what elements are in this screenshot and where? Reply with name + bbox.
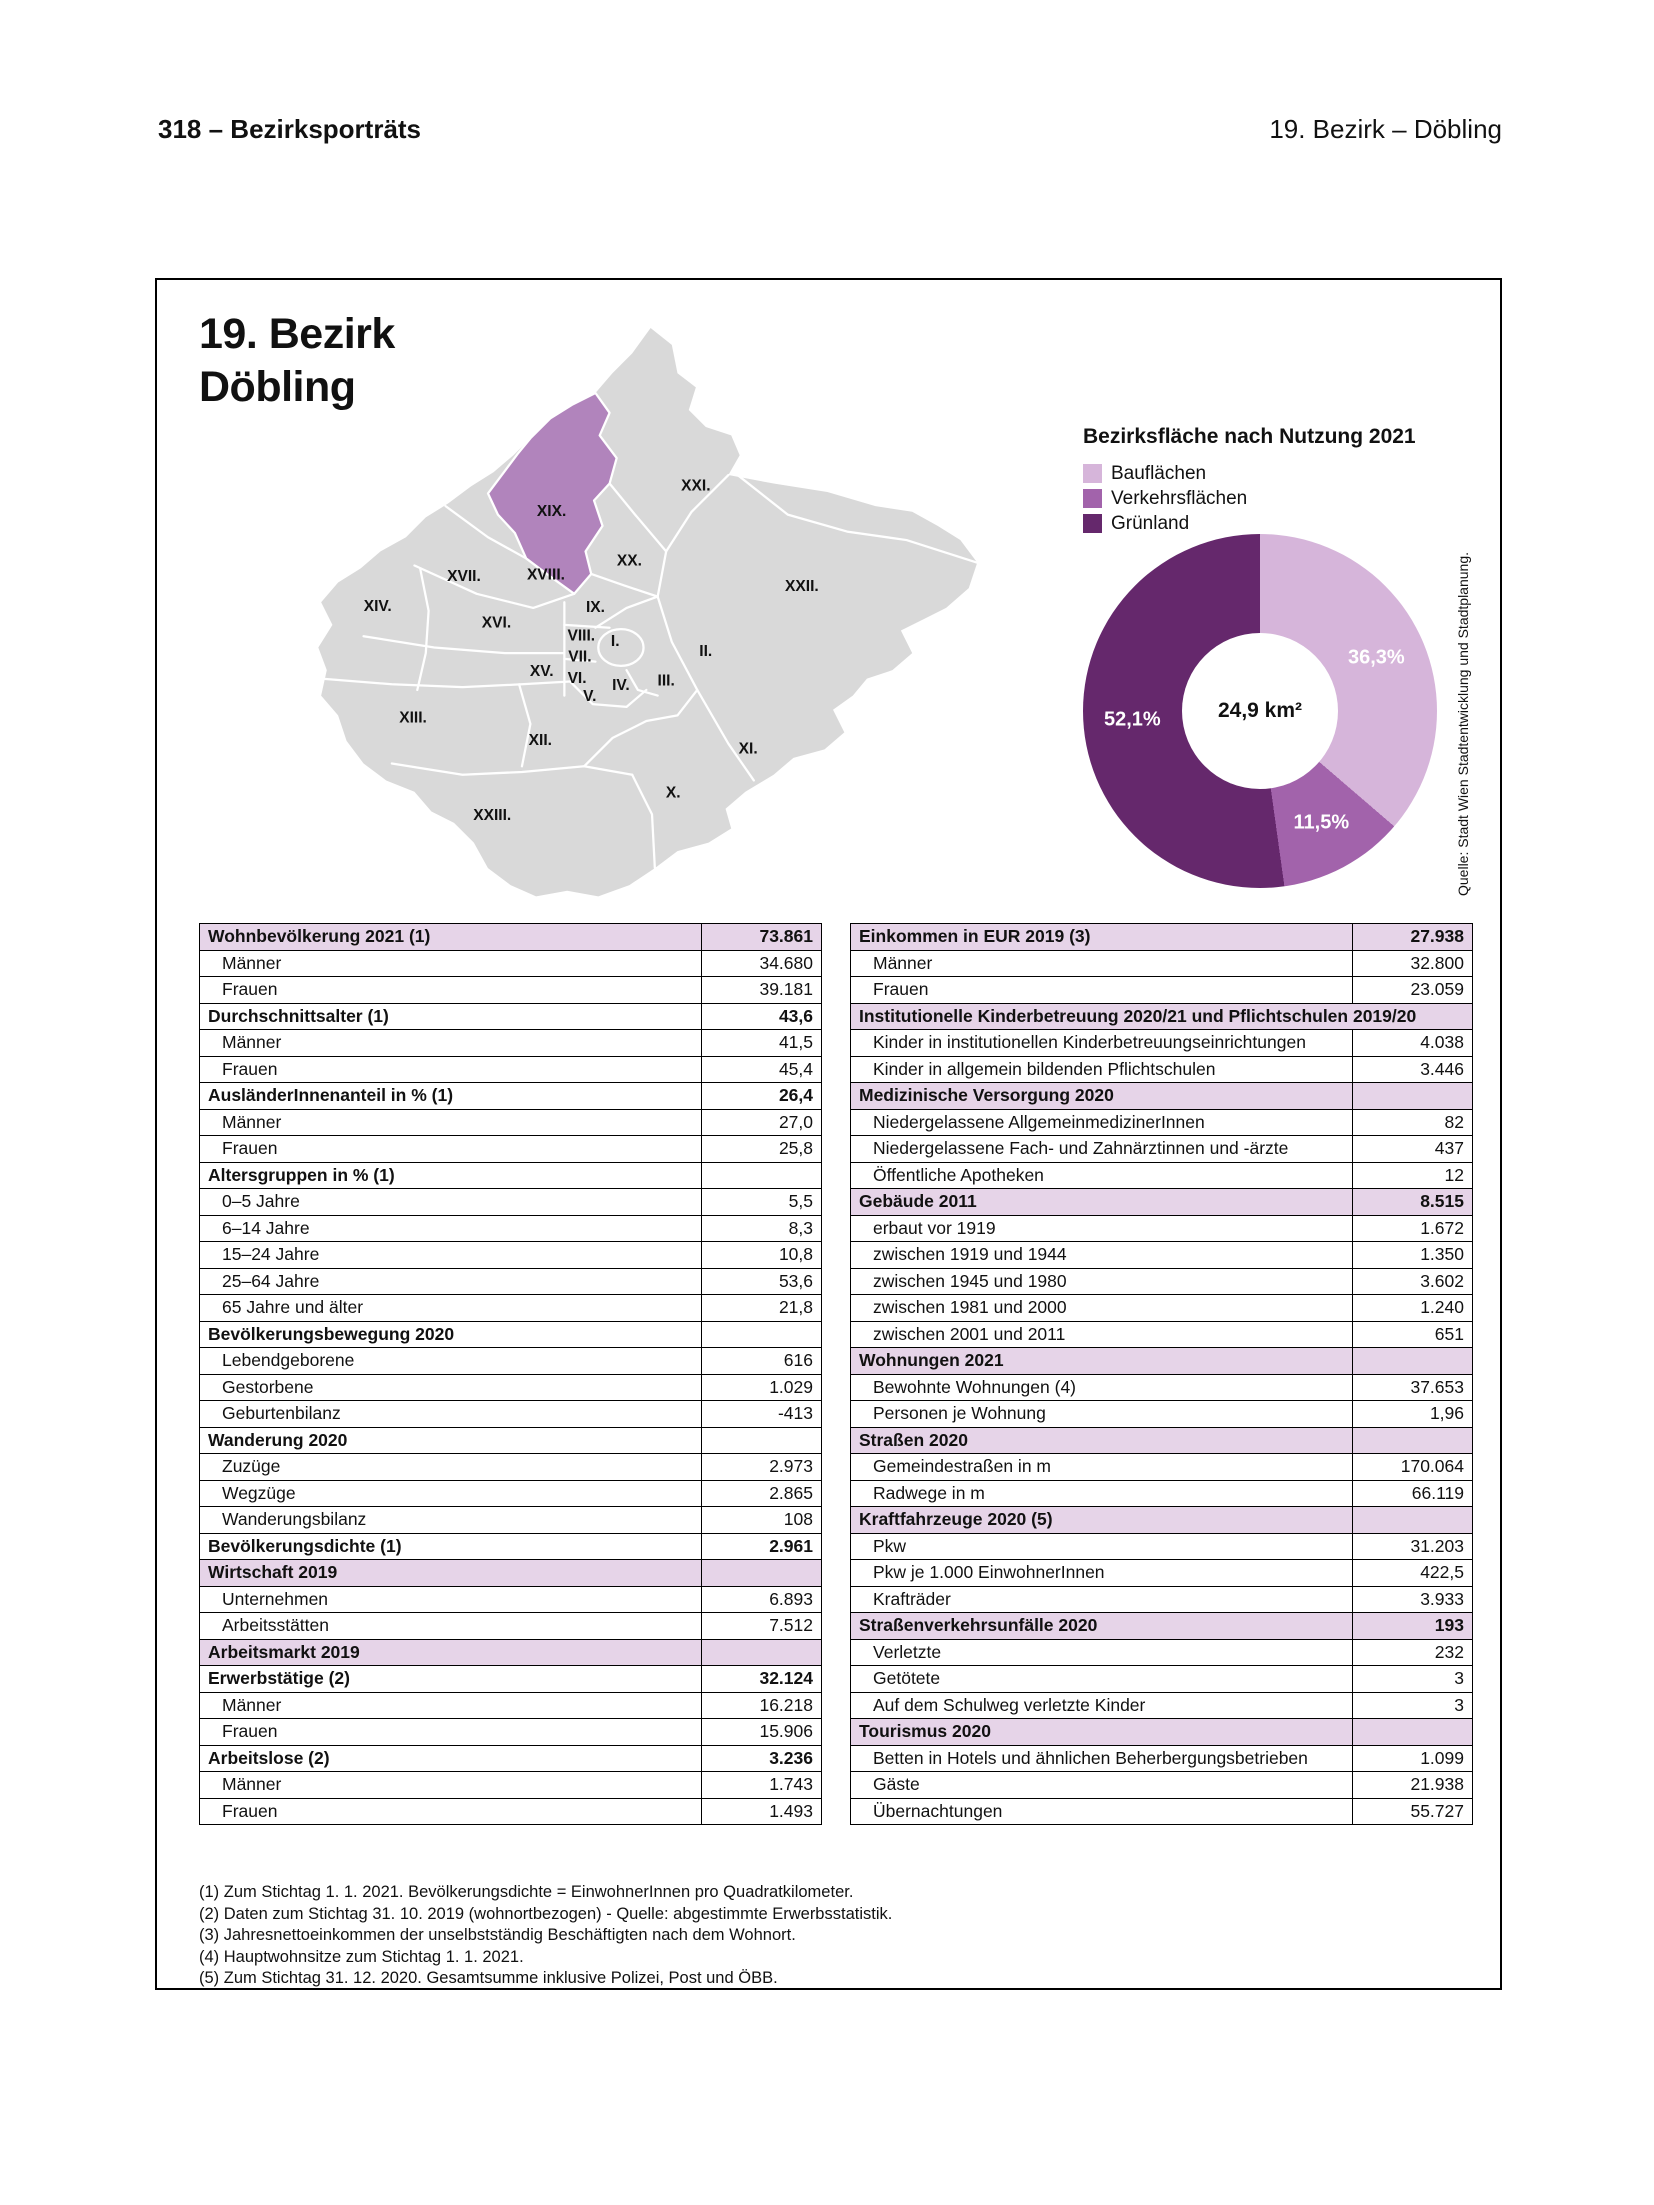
stat-value: 1,96 <box>1353 1401 1473 1428</box>
stat-value: 41,5 <box>702 1030 822 1057</box>
stat-value: 21,8 <box>702 1295 822 1322</box>
footnotes <box>199 1882 892 1990</box>
table-row <box>851 1295 1473 1322</box>
table-row <box>200 950 822 977</box>
district-label: XVI. <box>481 614 512 632</box>
table-row <box>200 1586 822 1613</box>
stat-value: 3.446 <box>1353 1056 1473 1083</box>
district-title-line2: Döbling <box>199 363 356 411</box>
stat-value: 27,0 <box>702 1109 822 1136</box>
stat-label: Verletzte <box>851 1639 1353 1666</box>
stat-label: 15–24 Jahre <box>200 1242 702 1269</box>
table-row <box>851 1374 1473 1401</box>
legend-label: Bauflächen <box>1111 462 1207 484</box>
stat-value <box>1353 1719 1473 1746</box>
stat-label: Straßenverkehrsunfälle 2020 <box>851 1613 1353 1640</box>
district-label: XXII. <box>785 577 819 595</box>
stat-value: 422,5 <box>1353 1560 1473 1587</box>
stat-label: Frauen <box>200 1719 702 1746</box>
stat-value: 73.861 <box>702 924 822 951</box>
district-portrait-panel <box>155 278 1502 1990</box>
district-label: XXI. <box>681 477 711 495</box>
stat-label: Durchschnittsalter (1) <box>200 1003 702 1030</box>
page-header-left: 318 – Bezirksporträts <box>158 114 422 144</box>
stat-value: 53,6 <box>702 1268 822 1295</box>
stat-label: Pkw je 1.000 EinwohnerInnen <box>851 1560 1353 1587</box>
stat-value <box>702 1639 822 1666</box>
stat-value: 55.727 <box>1353 1798 1473 1825</box>
stat-label: Wegzüge <box>200 1480 702 1507</box>
legend-swatch <box>1083 514 1102 533</box>
footnote: (3) Jahresnettoeinkommen der unselbstständig Beschäftigten nach dem Wohnort. <box>199 1926 796 1944</box>
stat-label: Tourismus 2020 <box>851 1719 1353 1746</box>
table-row <box>200 1666 822 1693</box>
table-row <box>851 1083 1473 1110</box>
stat-label: zwischen 2001 und 2011 <box>851 1321 1353 1348</box>
table-row <box>200 1374 822 1401</box>
legend-label: Grünland <box>1111 512 1190 534</box>
stat-label: Medizinische Versorgung 2020 <box>851 1083 1353 1110</box>
table-row <box>200 1136 822 1163</box>
slice-percentage-label: 52,1% <box>1103 708 1161 731</box>
stat-label: Bewohnte Wohnungen (4) <box>851 1374 1353 1401</box>
stat-label: Bevölkerungsdichte (1) <box>200 1533 702 1560</box>
district-label: IX. <box>585 599 605 617</box>
stat-value <box>1353 1427 1473 1454</box>
statistics-table-left <box>199 923 822 1825</box>
stat-label: Arbeitsmarkt 2019 <box>200 1639 702 1666</box>
table-row <box>851 950 1473 977</box>
table-row <box>200 1533 822 1560</box>
stat-label: Straßen 2020 <box>851 1427 1353 1454</box>
district-label: XXIII. <box>473 807 512 825</box>
stat-value: 1.743 <box>702 1772 822 1799</box>
stat-value: 651 <box>1353 1321 1473 1348</box>
district-label: II. <box>699 643 713 661</box>
page-header-right: 19. Bezirk – Döbling <box>1269 114 1502 144</box>
table-row <box>200 1268 822 1295</box>
district-title-line1: 19. Bezirk <box>199 310 395 358</box>
stat-label: Wirtschaft 2019 <box>200 1560 702 1587</box>
stat-label: Kraftfahrzeuge 2020 (5) <box>851 1507 1353 1534</box>
table-row <box>851 1215 1473 1242</box>
stat-label: Frauen <box>200 977 702 1004</box>
stat-label: Auf dem Schulweg verletzte Kinder <box>851 1692 1353 1719</box>
stat-label: Wohnbevölkerung 2021 (1) <box>200 924 702 951</box>
district-label: XI. <box>738 740 758 758</box>
stat-label: Frauen <box>851 977 1353 1004</box>
table-row <box>200 1560 822 1587</box>
slice-percentage-label: 11,5% <box>1293 811 1350 834</box>
legend-swatch <box>1083 489 1102 508</box>
table-row <box>851 1719 1473 1746</box>
stat-value: 25,8 <box>702 1136 822 1163</box>
district-label: XVIII. <box>526 566 565 584</box>
table-row <box>851 1321 1473 1348</box>
table-row <box>200 924 822 951</box>
stat-value: 6.893 <box>702 1586 822 1613</box>
stat-value: 193 <box>1353 1613 1473 1640</box>
legend-swatch <box>1083 464 1102 483</box>
stat-value: 32.800 <box>1353 950 1473 977</box>
stat-value: 21.938 <box>1353 1772 1473 1799</box>
footnote: (4) Hauptwohnsitze zum Stichtag 1. 1. 2021. <box>199 1947 524 1966</box>
table-row <box>851 1613 1473 1640</box>
stat-label: Bevölkerungsbewegung 2020 <box>200 1321 702 1348</box>
table-row <box>200 1295 822 1322</box>
table-row <box>851 1586 1473 1613</box>
stat-label: Gäste <box>851 1772 1353 1799</box>
stat-label: AusländerInnenanteil in % (1) <box>200 1083 702 1110</box>
table-row <box>851 1030 1473 1057</box>
table-row <box>851 1480 1473 1507</box>
district-label: VI. <box>567 669 587 687</box>
stat-label: Wanderung 2020 <box>200 1427 702 1454</box>
table-row <box>200 1480 822 1507</box>
stat-value: 12 <box>1353 1162 1473 1189</box>
table-row <box>851 1162 1473 1189</box>
stat-label: Institutionelle Kinderbetreuung 2020/21 und Pflichtschulen 2019/20 <box>851 1003 1473 1030</box>
stat-label: Unternehmen <box>200 1586 702 1613</box>
stat-value: 1.240 <box>1353 1295 1473 1322</box>
district-label: V. <box>583 688 597 706</box>
table-row <box>851 1242 1473 1269</box>
stat-label: Gemeindestraßen in m <box>851 1454 1353 1481</box>
stat-label: Gestorbene <box>200 1374 702 1401</box>
stat-label: Lebendgeborene <box>200 1348 702 1375</box>
stat-value <box>702 1560 822 1587</box>
stat-value: 43,6 <box>702 1003 822 1030</box>
stat-label: Männer <box>200 1692 702 1719</box>
stat-value: 8.515 <box>1353 1189 1473 1216</box>
stat-value: 1.672 <box>1353 1215 1473 1242</box>
table-row <box>200 1030 822 1057</box>
stat-value: 31.203 <box>1353 1533 1473 1560</box>
stat-value: 3.602 <box>1353 1268 1473 1295</box>
stat-label: Wohnungen 2021 <box>851 1348 1353 1375</box>
stat-label: 25–64 Jahre <box>200 1268 702 1295</box>
stat-value: 1.350 <box>1353 1242 1473 1269</box>
stat-label: Männer <box>200 1030 702 1057</box>
table-row <box>851 977 1473 1004</box>
stat-label: Erwerbstätige (2) <box>200 1666 702 1693</box>
chart-source-note: Quelle: Stadt Wien Stadtentwicklung und Stadtplanung. <box>1455 552 1471 896</box>
statistics-table-right <box>850 923 1473 1825</box>
table-row <box>851 1109 1473 1136</box>
stat-label: Niedergelassene Fach- und Zahnärztinnen und -ärzte <box>851 1136 1353 1163</box>
stat-value: 437 <box>1353 1136 1473 1163</box>
stat-value <box>702 1162 822 1189</box>
stat-label: Männer <box>851 950 1353 977</box>
stat-value: 8,3 <box>702 1215 822 1242</box>
stat-value <box>702 1321 822 1348</box>
table-row <box>200 1692 822 1719</box>
stat-value: 23.059 <box>1353 977 1473 1004</box>
table-row <box>200 1613 822 1640</box>
legend-item <box>1083 486 1247 511</box>
stat-value: 39.181 <box>702 977 822 1004</box>
table-row <box>851 1136 1473 1163</box>
stat-label: Frauen <box>200 1798 702 1825</box>
table-row <box>200 1056 822 1083</box>
stat-label: Altersgruppen in % (1) <box>200 1162 702 1189</box>
table-row <box>851 1533 1473 1560</box>
district-label: I. <box>610 633 620 651</box>
chart-legend <box>1083 461 1247 536</box>
vienna-district-map <box>307 325 1014 905</box>
district-label: XIII. <box>399 709 427 727</box>
table-row <box>851 1189 1473 1216</box>
stat-label: erbaut vor 1919 <box>851 1215 1353 1242</box>
stat-label: Kinder in institutionellen Kinderbetreuungseinrichtungen <box>851 1030 1353 1057</box>
table-row <box>200 1109 822 1136</box>
district-label: VIII. <box>567 627 596 645</box>
table-row <box>851 924 1473 951</box>
stat-value: 66.119 <box>1353 1480 1473 1507</box>
table-row <box>851 1056 1473 1083</box>
stat-label: Kinder in allgemein bildenden Pflichtschulen <box>851 1056 1353 1083</box>
stat-label: 6–14 Jahre <box>200 1215 702 1242</box>
stat-label: Pkw <box>851 1533 1353 1560</box>
table-row <box>200 1639 822 1666</box>
table-row <box>851 1427 1473 1454</box>
stat-label: Männer <box>200 1109 702 1136</box>
table-row <box>851 1003 1473 1030</box>
table-row <box>200 1798 822 1825</box>
stat-value: 2.961 <box>702 1533 822 1560</box>
stat-value: 82 <box>1353 1109 1473 1136</box>
stat-label: Getötete <box>851 1666 1353 1693</box>
table-row <box>200 1083 822 1110</box>
table-row <box>851 1772 1473 1799</box>
table-row <box>851 1268 1473 1295</box>
table-row <box>200 1215 822 1242</box>
stat-value: 2.973 <box>702 1454 822 1481</box>
stat-label: Zuzüge <box>200 1454 702 1481</box>
donut-chart <box>1083 534 1437 888</box>
district-label: XII. <box>528 732 552 750</box>
district-label: XV. <box>529 662 554 680</box>
table-row <box>200 1427 822 1454</box>
stat-value: 34.680 <box>702 950 822 977</box>
stat-value: 2.865 <box>702 1480 822 1507</box>
stat-label: Niedergelassene AllgemeinmedizinerInnen <box>851 1109 1353 1136</box>
stat-label: Männer <box>200 1772 702 1799</box>
table-row <box>200 1401 822 1428</box>
stat-label: 65 Jahre und älter <box>200 1295 702 1322</box>
district-label: X. <box>665 784 681 802</box>
stat-label: Einkommen in EUR 2019 (3) <box>851 924 1353 951</box>
table-row <box>200 1162 822 1189</box>
district-label: XVII. <box>447 568 481 586</box>
table-row <box>851 1560 1473 1587</box>
stat-label: zwischen 1981 und 2000 <box>851 1295 1353 1322</box>
stat-value <box>702 1427 822 1454</box>
legend-label: Verkehrsflächen <box>1111 487 1248 509</box>
stat-value: 1.493 <box>702 1798 822 1825</box>
table-row <box>851 1745 1473 1772</box>
table-row <box>851 1798 1473 1825</box>
stat-label: Frauen <box>200 1136 702 1163</box>
table-row <box>851 1401 1473 1428</box>
table-row <box>200 977 822 1004</box>
table-row <box>200 1242 822 1269</box>
table-row <box>851 1666 1473 1693</box>
table-row <box>851 1507 1473 1534</box>
stat-value: 3.933 <box>1353 1586 1473 1613</box>
stat-value: 108 <box>702 1507 822 1534</box>
stat-label: Frauen <box>200 1056 702 1083</box>
legend-item <box>1083 461 1247 486</box>
stat-value: -413 <box>702 1401 822 1428</box>
stat-label: Betten in Hotels und ähnlichen Beherbergungsbetrieben <box>851 1745 1353 1772</box>
stat-value: 45,4 <box>702 1056 822 1083</box>
table-row <box>200 1321 822 1348</box>
table-row <box>851 1692 1473 1719</box>
stat-value: 3.236 <box>702 1745 822 1772</box>
stat-label: Arbeitsstätten <box>200 1613 702 1640</box>
city-outline <box>318 328 977 896</box>
table-row <box>851 1639 1473 1666</box>
stat-label: Wanderungsbilanz <box>200 1507 702 1534</box>
stat-value: 4.038 <box>1353 1030 1473 1057</box>
stat-value: 3 <box>1353 1692 1473 1719</box>
stat-value: 10,8 <box>702 1242 822 1269</box>
stat-value: 3 <box>1353 1666 1473 1693</box>
district-label: VII. <box>568 648 592 666</box>
stat-value: 232 <box>1353 1639 1473 1666</box>
stat-value: 26,4 <box>702 1083 822 1110</box>
stat-label: Übernachtungen <box>851 1798 1353 1825</box>
stat-label: zwischen 1945 und 1980 <box>851 1268 1353 1295</box>
stat-label: 0–5 Jahre <box>200 1189 702 1216</box>
stat-label: Arbeitslose (2) <box>200 1745 702 1772</box>
chart-title: Bezirksfläche nach Nutzung 2021 <box>1083 425 1416 448</box>
stat-label: Männer <box>200 950 702 977</box>
footnote: (2) Daten zum Stichtag 31. 10. 2019 (wohnortbezogen) - Quelle: abgestimmte Erwerbsstatistik. <box>199 1904 893 1923</box>
stat-value: 616 <box>702 1348 822 1375</box>
district-label: IV. <box>612 676 630 694</box>
footnote: (1) Zum Stichtag 1. 1. 2021. Bevölkerungsdichte = EinwohnerInnen pro Quadratkilometer. <box>199 1883 854 1901</box>
stat-label: Krafträder <box>851 1586 1353 1613</box>
table-row <box>200 1003 822 1030</box>
stat-label: Personen je Wohnung <box>851 1401 1353 1428</box>
donut-center-label: 24,9 km² <box>1217 699 1303 722</box>
stat-label: Radwege in m <box>851 1480 1353 1507</box>
stat-value: 7.512 <box>702 1613 822 1640</box>
stat-label: Gebäude 2011 <box>851 1189 1353 1216</box>
stat-value: 32.124 <box>702 1666 822 1693</box>
table-row <box>200 1772 822 1799</box>
legend-item <box>1083 511 1247 536</box>
table-row <box>200 1719 822 1746</box>
stat-value <box>1353 1083 1473 1110</box>
table-row <box>200 1745 822 1772</box>
table-row <box>851 1348 1473 1375</box>
stat-value: 27.938 <box>1353 924 1473 951</box>
table-row <box>200 1348 822 1375</box>
table-row <box>200 1454 822 1481</box>
district-label: III. <box>657 672 675 690</box>
stat-label: Öffentliche Apotheken <box>851 1162 1353 1189</box>
stat-value: 37.653 <box>1353 1374 1473 1401</box>
footnote: (5) Zum Stichtag 31. 12. 2020. Gesamtsumme inklusive Polizei, Post und ÖBB. <box>199 1969 778 1987</box>
stat-value: 1.029 <box>702 1374 822 1401</box>
stat-label: Geburtenbilanz <box>200 1401 702 1428</box>
stat-value: 15.906 <box>702 1719 822 1746</box>
table-row <box>200 1507 822 1534</box>
stat-value <box>1353 1348 1473 1375</box>
district-label: XX. <box>616 552 642 570</box>
stat-value: 170.064 <box>1353 1454 1473 1481</box>
stat-label: zwischen 1919 und 1944 <box>851 1242 1353 1269</box>
district-label: XIV. <box>363 597 392 615</box>
table-row <box>200 1189 822 1216</box>
table-row <box>851 1454 1473 1481</box>
stat-value <box>1353 1507 1473 1534</box>
slice-percentage-label: 36,3% <box>1347 646 1405 669</box>
stat-value: 16.218 <box>702 1692 822 1719</box>
stat-value: 5,5 <box>702 1189 822 1216</box>
district-label: XIX. <box>536 503 567 521</box>
stat-value: 1.099 <box>1353 1745 1473 1772</box>
